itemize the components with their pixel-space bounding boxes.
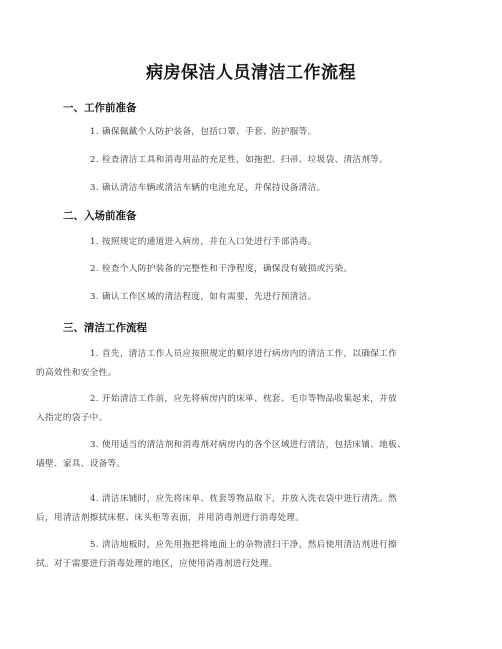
section-heading-preparation: 一、工作前准备 xyxy=(63,102,137,114)
section-3-item-1-line-2: 的高效性和安全性。 xyxy=(36,368,117,378)
document-title: 病房保洁人员清洁工作流程 xyxy=(146,63,356,83)
section-2-item-2: 2. 检查个人防护装备的完整性和干净程度，确保没有破损或污染。 xyxy=(90,264,353,274)
section-3-item-4 xyxy=(36,490,439,528)
section-3-item-3-line-2: 墙壁、家具、设备等。 xyxy=(36,459,126,469)
section-3-item-5 xyxy=(36,536,439,574)
section-3-item-1-line-1: 1. 首先，清洁工作人员应按照规定的顺序进行病房内的清洁工作，以确保工作 xyxy=(90,349,398,359)
section-1-item-1: 1. 确保佩戴个人防护装备，包括口罩、手套、防护服等。 xyxy=(90,127,317,137)
section-3-item-2-line-1: 2. 开始清洁工作前，应先将病房内的床单、枕套、毛巾等物品收集起来，并放 xyxy=(90,394,398,404)
section-2-item-3: 3. 确认工作区域的清洁程度，如有需要，先进行预清洁。 xyxy=(90,292,317,302)
section-3-item-3-line-1: 3. 使用适当的清洁剂和消毒剂对病房内的各个区域进行清洁，包括床铺、地板、 xyxy=(90,440,407,450)
section-3-item-5-line-2: 拭。对于需要进行消毒处理的地区，应使用消毒剂进行处理。 xyxy=(36,559,278,569)
section-2-item-1: 1. 按照规定的通道进入病房，并在入口处进行手部消毒。 xyxy=(90,237,317,247)
section-3-item-4-line-2: 后，用清洁剂擦拭床框、床头柜等表面，并用消毒剂进行消毒处理。 xyxy=(36,513,305,523)
section-1-item-2: 2. 检查清洁工具和消毒用品的充足性，如拖把、扫帚、垃圾袋、清洁剂等。 xyxy=(90,155,389,165)
section-1-item-3: 3. 确认清洁车辆或清洁车辆的电池充足，并保持设备清洁。 xyxy=(90,183,326,193)
section-3-item-5-line-1: 5. 清洁地板时，应先用拖把将地面上的杂物清扫干净，然后使用清洁剂进行擦 xyxy=(90,540,398,550)
section-3-item-3 xyxy=(36,436,439,474)
section-3-item-2-line-2: 入指定的袋子中。 xyxy=(36,413,108,423)
section-heading-cleaning-process: 三、清洁工作流程 xyxy=(63,322,147,334)
section-3-item-2 xyxy=(36,390,439,428)
section-3-item-1 xyxy=(36,345,439,383)
section-3-item-4-line-1: 4. 清洁床铺时，应先将床单、枕套等物品取下，并放入洗衣袋中进行清洗。然 xyxy=(90,494,398,504)
section-heading-entry-preparation: 二、入场前准备 xyxy=(63,210,137,222)
